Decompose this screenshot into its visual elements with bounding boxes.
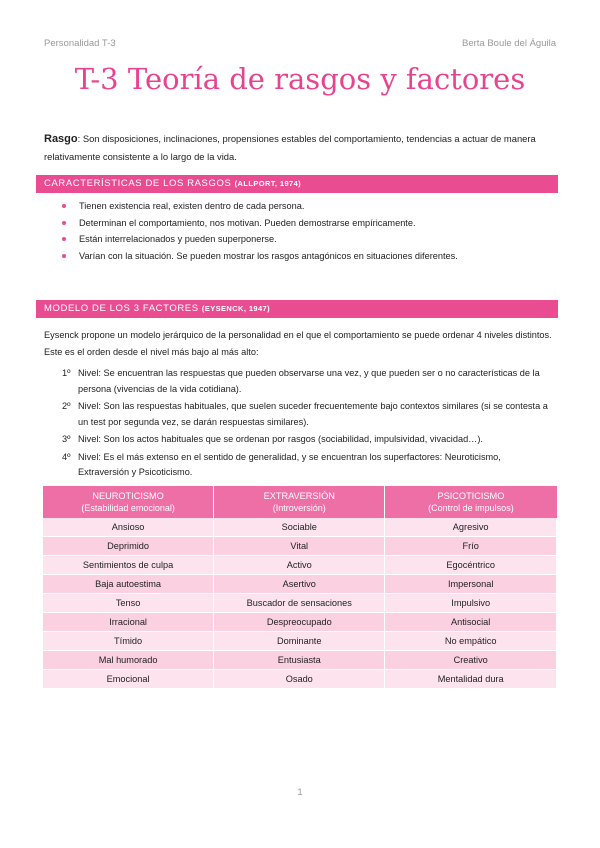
table-cell: Agresivo	[385, 518, 557, 537]
header-author: Berta Boule del Águila	[461, 38, 556, 49]
table-cell: Tenso	[43, 594, 214, 613]
list-item: Están interrelacionados y pueden superponerse.	[62, 231, 542, 248]
table-cell: Osado	[214, 670, 385, 689]
page-number: 1	[297, 787, 303, 798]
list-item: Tienen existencia real, existen dentro de cada persona.	[62, 198, 542, 215]
table-row	[43, 670, 557, 689]
intro-term: Rasgo	[44, 133, 78, 145]
table-row	[43, 651, 557, 670]
column-subtitle: (Estabilidad emocional)	[81, 503, 175, 513]
levels-list	[62, 366, 552, 483]
table-cell: Ansioso	[43, 518, 214, 537]
column-title: PSICOTICISMO	[437, 491, 505, 501]
level-text: Nivel: Son las respuestas habituales, que suelen suceder frecuentemente bajo contextos similares (si se contesta a un test por segunda vez, se darán respuestas similares).	[78, 401, 548, 427]
table-cell: Buscador de sensaciones	[214, 594, 385, 613]
characteristics-list	[62, 198, 542, 264]
column-header-neuroticism	[43, 486, 214, 518]
table-cell: Irracional	[43, 613, 214, 632]
intro-definition	[44, 130, 559, 165]
model-paragraph: Eysenck propone un modelo jerárquico de la personalidad en el que el comportamiento se puede ordenar 4 niveles distintos. Este es el orden desde el nivel más bajo al más alto:	[44, 330, 552, 357]
section1-heading: CARACTERÍSTICAS DE LOS RASGOS	[44, 178, 232, 189]
table-cell: Mentalidad dura	[385, 670, 557, 689]
level-text: Nivel: Son los actos habituales que se ordenan por rasgos (sociabilidad, impulsividad, vivacidad…).	[78, 434, 483, 444]
table-cell: Emocional	[43, 670, 214, 689]
column-title: EXTRAVERSIÓN	[263, 491, 335, 501]
table-cell: Impersonal	[385, 575, 557, 594]
table-row	[43, 556, 557, 575]
table-cell: Dominante	[214, 632, 385, 651]
table-row	[43, 613, 557, 632]
level-number: 3º	[62, 434, 71, 444]
column-header-extraversion	[214, 486, 385, 518]
column-header-psychoticism	[385, 486, 557, 518]
section-heading-characteristics	[36, 175, 558, 193]
section2-heading: MODELO DE LOS 3 FACTORES	[44, 303, 199, 314]
header-course: Personalidad T-3	[44, 38, 116, 49]
section-heading-model	[36, 300, 558, 318]
level-text: Nivel: Es el más extenso en el sentido de generalidad, y se encuentran los superfactores: Neuroticismo, Extraversión y Psicoticismo.	[78, 451, 501, 477]
superfactors-table	[43, 486, 557, 689]
page-title: T-3 Teoría de rasgos y factores	[74, 62, 526, 96]
table-cell: No empático	[385, 632, 557, 651]
table-header-row	[43, 486, 557, 518]
table-cell: Sentimientos de culpa	[43, 556, 214, 575]
list-item: Determinan el comportamiento, nos motivan. Pueden demostrarse empíricamente.	[62, 215, 542, 232]
table-cell: Mal humorado	[43, 651, 214, 670]
level-number: 2º	[62, 401, 71, 411]
table-cell: Despreocupado	[214, 613, 385, 632]
table-row	[43, 575, 557, 594]
table-cell: Asertivo	[214, 575, 385, 594]
table-row	[43, 594, 557, 613]
list-item	[62, 432, 552, 448]
table-cell: Entusiasta	[214, 651, 385, 670]
table-cell: Tímido	[43, 632, 214, 651]
table-cell: Frío	[385, 537, 557, 556]
level-number: 1º	[62, 368, 71, 378]
list-item	[62, 399, 552, 430]
list-item	[62, 366, 552, 397]
table-row	[43, 537, 557, 556]
list-item	[62, 450, 552, 481]
table-cell: Creativo	[385, 651, 557, 670]
table-row	[43, 632, 557, 651]
column-subtitle: (Control de impulsos)	[428, 503, 514, 513]
table-cell: Antisocial	[385, 613, 557, 632]
intro-text: : Son disposiciones, inclinaciones, propensiones estables del comportamiento, tendencias a actuar de manera relativamente consistente a lo largo de la vida.	[44, 133, 536, 162]
table-cell: Activo	[214, 556, 385, 575]
table-cell: Vital	[214, 537, 385, 556]
table-cell: Deprimido	[43, 537, 214, 556]
level-text: Nivel: Se encuentran las respuestas que pueden observarse una vez, y que pueden ser o no características de la persona (vivencias de la vida cotidiana).	[78, 368, 540, 394]
level-number: 4º	[62, 451, 71, 462]
list-item: Varían con la situación. Se pueden mostrar los rasgos antagónicos en situaciones diferentes.	[62, 248, 542, 265]
section1-source: (ALLPORT, 1974)	[234, 179, 302, 188]
table-cell: Sociable	[214, 518, 385, 537]
section2-source: (EYSENCK, 1947)	[201, 304, 271, 313]
table-cell: Impulsivo	[385, 594, 557, 613]
table-cell: Egocéntrico	[385, 556, 557, 575]
column-subtitle: (Introversión)	[272, 503, 326, 513]
column-title: NEUROTICISMO	[92, 491, 164, 501]
table-cell: Baja autoestima	[43, 575, 214, 594]
table-row	[43, 518, 557, 537]
